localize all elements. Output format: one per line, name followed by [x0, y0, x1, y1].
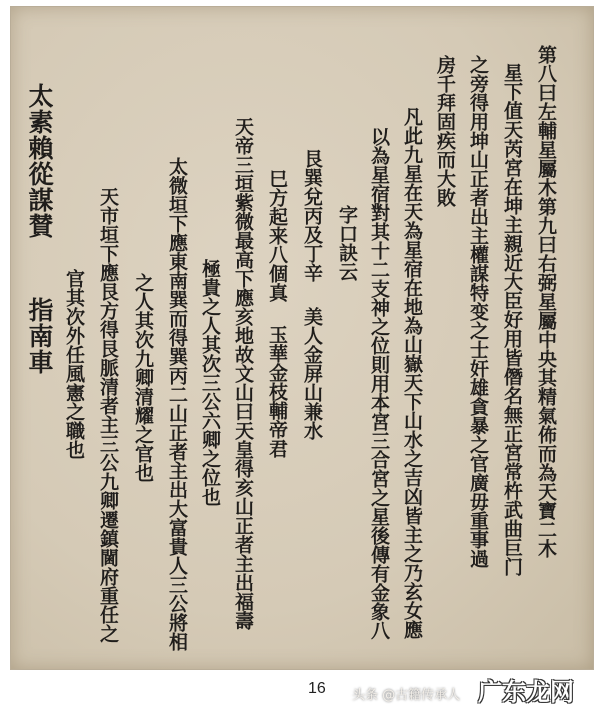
- book-title: 指南車: [25, 297, 54, 375]
- author-line: 太素賴從謀賛: [25, 83, 54, 239]
- text-column: 官其次外任風憲之職也: [63, 269, 85, 459]
- text-column: 房千拜固疾而大敗: [434, 55, 456, 207]
- text-column: 極貴之人其次三公六卿之位也: [199, 259, 221, 506]
- text-column: 第八曰左輔星屬木第九曰右弼星屬中央其精氣佈而為天寶二木: [535, 45, 557, 558]
- text-column: 字口訣云: [336, 205, 358, 281]
- page-number: 16: [308, 680, 326, 697]
- verse-line: 巳方起来八個真: [266, 169, 288, 302]
- verse-line: 玉華金枝輔帝君: [266, 325, 288, 458]
- text-column: 天市垣下應艮方得艮脈清者主三公九卿遷鎮閫府重任之: [97, 187, 119, 643]
- text-column: 凡此九星在天為星宿在地為山嶽天下山水之吉凶皆主之乃玄女應: [401, 107, 423, 639]
- manuscript-page: [10, 6, 594, 670]
- text-column: 之人其次九卿清耀之官也: [132, 273, 154, 482]
- text-column: 星下值天芮宮在坤主親近大臣好用皆僭名無正宮常杵武曲巨门: [501, 63, 523, 576]
- text-column: 太微垣下應東南巽而得巽丙二山正者主出大富貴人三公將相: [166, 157, 188, 651]
- text-column: 之旁得用坤山正者出主權謀特变之士奸雄貪暴之官廣毋重事過: [467, 55, 489, 568]
- watermark: 广东龙网: [478, 678, 574, 706]
- verse-line: 艮巽兌丙及丁辛: [301, 149, 323, 282]
- verse-line: 美人金屏山兼水: [301, 307, 323, 440]
- watermark-source: 头条 @古籍传承人: [352, 688, 461, 703]
- text-column: 天帝三垣紫微最高下應亥地故文山曰天皇得亥山正者主出福壽: [232, 117, 254, 630]
- text-column: 以為星宿對其十二支神之位則用本宮三合宮之星後傳有金象八: [368, 127, 390, 640]
